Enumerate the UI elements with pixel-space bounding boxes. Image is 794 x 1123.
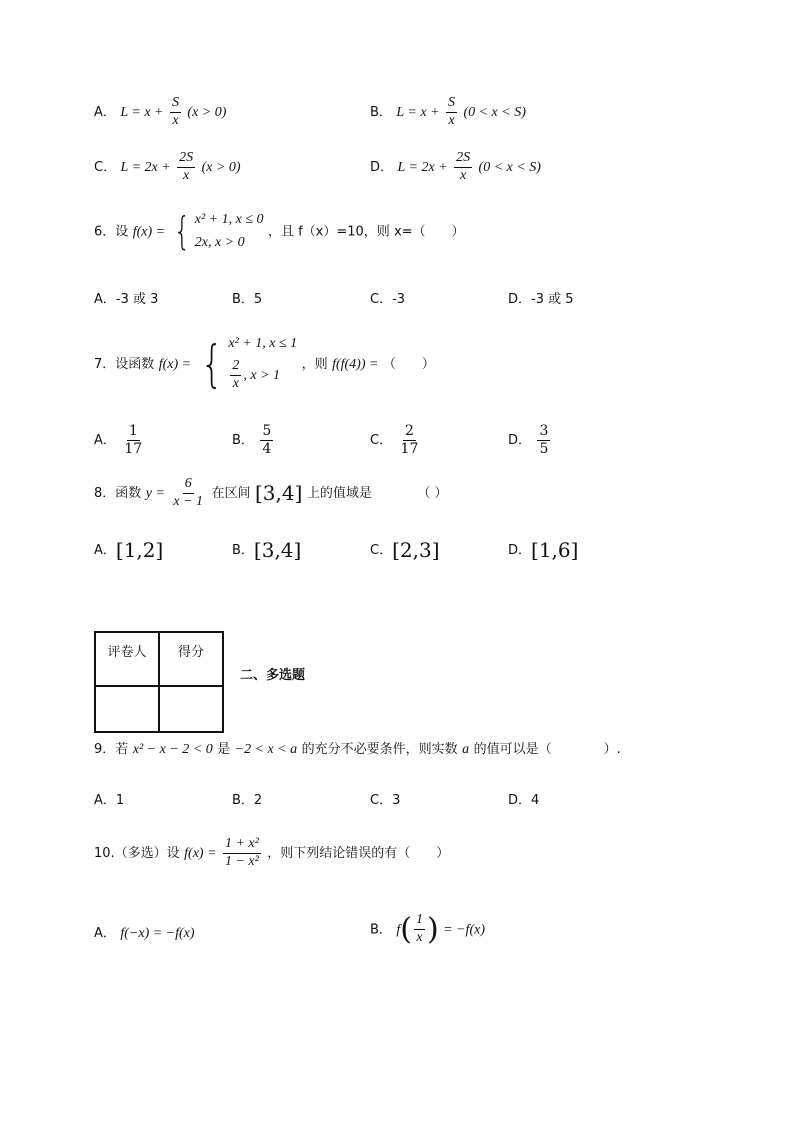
function-name: f(x) = <box>184 846 217 862</box>
paren-right-icon: ) <box>426 912 439 947</box>
fraction: $\frac{\text{1 + x²}}{\text{1 − x²}}$ <box>224 836 259 869</box>
grader-header: 评卷人 <box>95 632 159 686</box>
question-suffix: ，则下列结论错误的有（ ） <box>267 846 450 862</box>
fraction: $\frac{1}{x}$ <box>415 912 423 945</box>
case-1: x² + 1, x ≤ 0 <box>194 212 264 227</box>
question-8 <box>94 477 447 509</box>
option-expr: f(−x) = −f(x) <box>120 926 195 941</box>
grader-cell[interactable] <box>95 686 159 732</box>
q5-option-c <box>94 151 241 183</box>
case-2: 2x, x > 0 <box>194 235 245 251</box>
option-label: B． <box>370 105 392 121</box>
function-name: f(x) = <box>158 356 192 372</box>
piecewise <box>196 336 298 392</box>
expr: L = x + <box>396 105 440 121</box>
q6-option-c: C．-3 <box>370 292 406 307</box>
function-name: f(x) = <box>132 224 166 240</box>
option-label: A． <box>94 926 116 941</box>
interval: [3,4] <box>254 481 303 506</box>
brace-icon: { <box>173 209 191 254</box>
condition: (x > 0) <box>187 105 227 121</box>
case-2: $\frac{2}{x}$ , x > 1 <box>232 358 281 392</box>
q10-option-a <box>94 922 195 942</box>
question-6 <box>94 209 465 254</box>
option-f: f <box>396 922 401 938</box>
q6-option-b: B．5 <box>232 292 263 307</box>
grading-table <box>94 631 224 733</box>
expr: L = 2x + <box>120 160 171 176</box>
fraction: $\frac{5}{4}$ <box>262 423 272 457</box>
question-prefix: 9．若 <box>94 742 129 757</box>
question-prefix: 10.（多选）设 <box>94 846 180 862</box>
fraction: $\frac{S}{x}$ <box>447 95 455 128</box>
section-title: 二、多选题 <box>240 668 306 683</box>
q5-option-b <box>370 96 526 128</box>
lhs: y = <box>145 486 165 502</box>
condition: (0 < x < S) <box>478 160 541 176</box>
option-label: A． <box>94 105 116 121</box>
q9-option-d: D．4 <box>508 793 540 808</box>
expr: L = x + <box>120 105 164 121</box>
q8-option-a: A．[1,2] <box>94 538 164 562</box>
q7-option-d <box>508 424 552 456</box>
q7-option-c <box>370 424 422 456</box>
fraction: $\frac{2S}{x}$ <box>179 150 194 183</box>
q8-option-b: B．[3,4] <box>232 538 302 562</box>
piecewise <box>170 209 264 254</box>
q8-option-d: D．[1,6] <box>508 538 579 562</box>
question-suffix: 的值可以是（ ）. <box>473 742 621 757</box>
option-label: C． <box>370 433 393 449</box>
fraction: $\frac{1}{17}$ <box>124 423 143 457</box>
question-prefix: 6．设 <box>94 224 129 240</box>
option-label: B． <box>370 922 392 938</box>
q10-option-b <box>370 912 485 947</box>
brace-icon: { <box>200 334 223 393</box>
q7-option-a <box>94 424 146 456</box>
q6-option-d: D．-3 或 5 <box>508 292 574 307</box>
fraction: $\frac{6}{x - 1}$ <box>173 476 204 509</box>
fraction: $\frac{3}{5}$ <box>539 423 549 457</box>
option-label: D． <box>508 433 532 449</box>
question-9 <box>94 738 621 758</box>
question-prefix: 7．设函数 <box>94 356 155 372</box>
q5-option-a <box>94 96 226 128</box>
question-7 <box>94 336 435 392</box>
suffix-pre: ，则 <box>301 356 328 372</box>
question-prefix: 8．函数 <box>94 486 142 502</box>
score-cell[interactable] <box>159 686 223 732</box>
q9-option-b: B．2 <box>232 793 263 808</box>
fraction: $\frac{2S}{x}$ <box>456 150 471 183</box>
condition: (x > 0) <box>201 160 241 176</box>
q8-option-c: C．[2,3] <box>370 538 440 562</box>
suffix-expr: f(f(4)) = <box>332 356 379 372</box>
question-suffix: 上的值域是 （ ） <box>306 486 448 502</box>
option-label: C． <box>94 160 117 176</box>
suffix-post: （ ） <box>382 356 435 372</box>
q7-option-b <box>232 424 275 456</box>
question-suffix: ，且 f（x）=10，则 x=（ ） <box>267 224 465 240</box>
option-rhs: = −f(x) <box>443 922 485 938</box>
mid-text: 在区间 <box>211 486 251 502</box>
expr-1: x² − x − 2 < 0 <box>132 742 213 757</box>
option-label: D． <box>370 160 394 176</box>
option-label: B． <box>232 433 254 449</box>
q6-option-a: A．-3 或 3 <box>94 292 159 307</box>
case-1: x² + 1, x ≤ 1 <box>228 336 298 351</box>
q5-option-d <box>370 151 541 183</box>
option-label: A． <box>94 433 116 449</box>
expr-2: −2 < x < a <box>234 742 298 757</box>
expr: L = 2x + <box>397 160 448 176</box>
paren-left-icon: ( <box>400 912 412 947</box>
variable: a <box>462 742 470 757</box>
q9-option-c: C．3 <box>370 793 401 808</box>
mid-text-2: 的充分不必要条件，则实数 <box>301 742 458 757</box>
question-10 <box>94 837 449 869</box>
q9-option-a: A．1 <box>94 793 125 808</box>
fraction: $\frac{2}{17}$ <box>400 423 419 457</box>
fraction: $\frac{2}{x}$ <box>232 358 240 392</box>
condition: (0 < x < S) <box>463 105 526 121</box>
mid-text-1: 是 <box>217 742 231 757</box>
fraction: $\frac{S}{x}$ <box>171 95 179 128</box>
score-header: 得分 <box>159 632 223 686</box>
